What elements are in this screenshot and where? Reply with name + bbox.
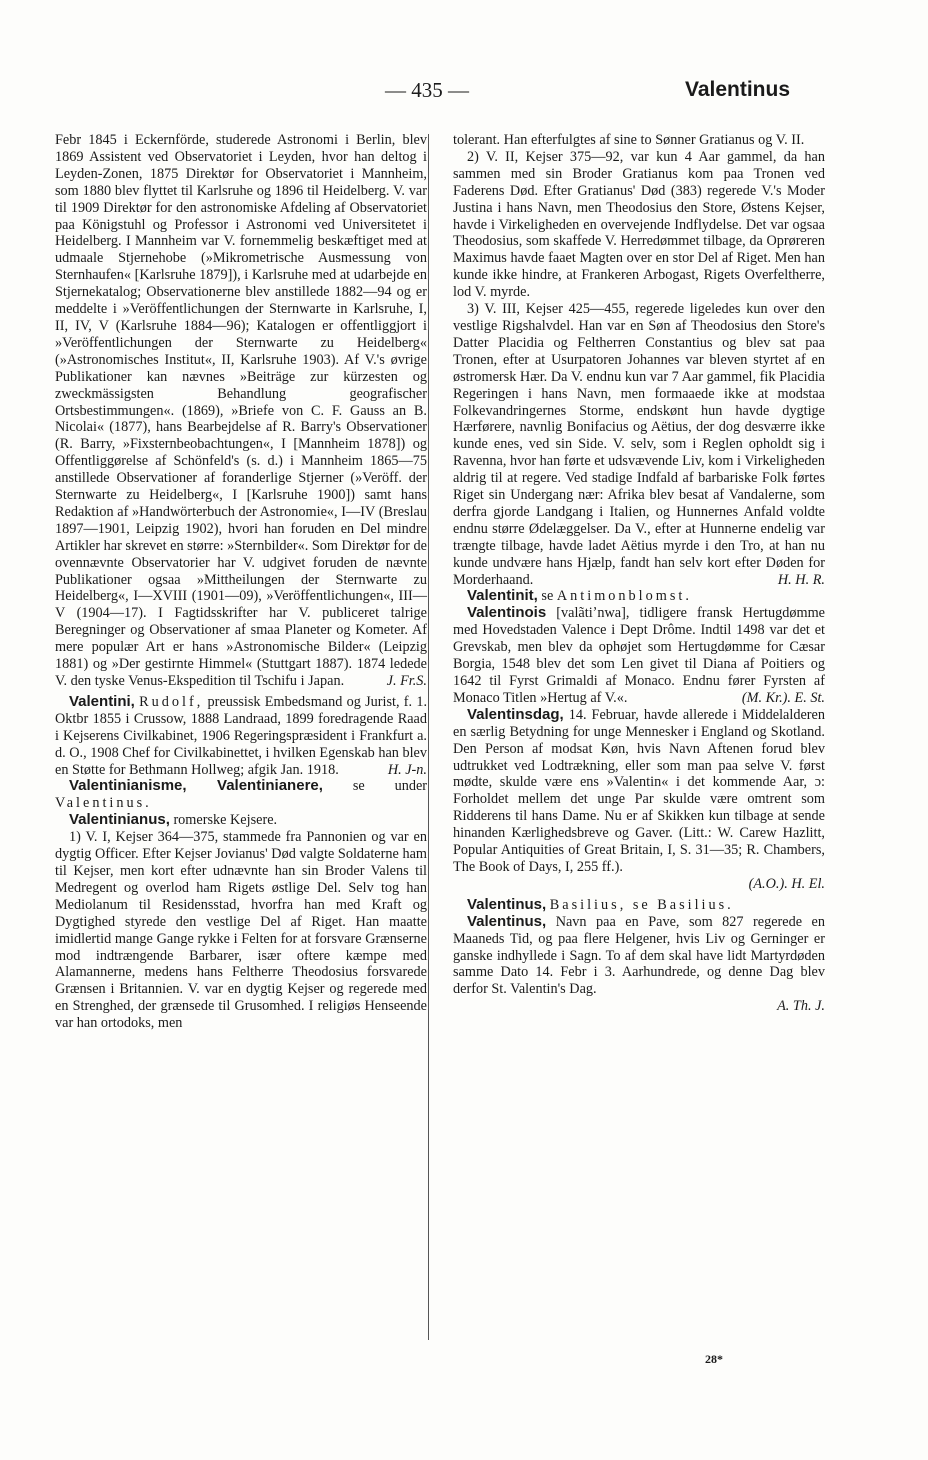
valentinianus-text: romerske Kejsere. [173,812,278,829]
valentinianus-1: 1) V. I, Kejser 364—375, stammede fra Pannonien og var en dygtig Officer. Efter Kejser Jovianus' Død valgte Soldaterne ham til Kejser, men kort efter udnævnte han sin Broder Valens til Medregent og overlod ham Rigets østlige Del. Selv tog han Mediolanum til Residensstad, hvorfra han med Kraft og Dygtighed styrede den vestlige Del af Riget. Han maatte imidlertid mange Gange rykke i Felten for at forsvare Grænserne mod indtrængende Barbarer, især oftere kæmpe med Alamannerne, medens hans Feltherre Theodosius forsvarede Grænsen i Britannien. V. var en dygtig Kejser og regerede med en Strenghed, der grænsede til Grusomhed. I religiøs Henseende var han ortodoks, men [55,829,427,1032]
headword-valentini: Valentini, [69,692,135,710]
entry-valentinsdag [453,707,825,893]
headword-valentinianus: Valentinianus, [69,811,170,829]
entry-valentini [55,694,427,779]
intro-signature: J. Fr.S. [386,673,427,689]
continuation-text: tolerant. Han efterfulgtes af sine to Sønner Gratianus og V. II. [453,132,805,148]
intro-entry [55,132,427,690]
valentinus-2-signature: A. Th. J. [777,998,825,1015]
valentinianus-2: 2) V. II, Kejser 375—92, var kun 4 Aar gammel, da han sammen med sin Broder Gratianus kom paa Tronen ved Faderens Død. Efter Gratianus' Død (383) regerede V.'s Moder Justina i hans Navn, men Theodosius den Store, Østens Kejser, havde i Virkeligheden en overvejende Indflydelse. Det var ogsaa Theodosius, som skaffede V. Herredømmet tilbage, da Oprøreren Maximus havde faaet Magten over en stor Del af Riget. Men han kunde ikke hindre, at Frankeren Arbogast, Rigets Overfeltherre, lod V. myrde. [453,148,825,301]
page-header [55,78,790,110]
headword-valentinois: Valentinois [467,604,547,622]
entry-valentinois [453,605,825,706]
headword-valentinianisme: Valentinianisme, Valentinianere, [69,777,323,795]
valentini-text: preussisk Embedsmand og Jurist, f. 1. Oktbr 1855 i Crussow, 1888 Landraad, 1899 foredragende Raad i Kejserens Civilkabinet, 1906 Regeringspræsident i Frankfurt a. d. O., 1908 Chef for Civilkabinettet, i hvilken Egenskab han blev en Støtte for Bethmann Hollweg; afgik Jan. 1918. [55,693,428,778]
valentinianus-signature: H. H. R. [777,571,825,588]
right-column [453,132,825,1015]
entry-valentinus-2 [453,914,825,1015]
valentinit-text: se [541,588,554,605]
valentinus-1-text: Basilius, se Basilius. [549,896,734,913]
valentinsdag-text: 14. Februar, havde allerede i Middelalderen en særlig Betydning for unge Mennesker i England og Skotland. Den Person af modsat Køn, hvis Navn Aftenen forud blev udtrukket ved Lodtrækning, eller som man paa selve V. først mødte, skulde være ens »Valentin« i det kommende Aar, ɔ: Forholdet mellem det unge Par skulde være omtrent som Ridderens til hans Dame. Nu er af Skikken kun tilbage at sende hinanden Kærlighedsbreve og Gaver. (Litt.: W. Carew Hazlitt, Popular Antiquities of Great Britain, I, S. 31—35; R. Chambers, The Book of Days, I, 255 ff.). [453,706,825,875]
valentinit-ref: Antimonblomst. [556,588,692,605]
column-divider [428,134,429,1340]
left-column [55,132,427,1032]
valentini-signature: H. J-n. [387,761,427,778]
entry-valentinianus [55,812,427,829]
valentini-name: Rudolf, [139,693,204,710]
entry-valentinianisme [55,778,427,812]
valentinois-text: [valãtiʼnwa], tidligere fransk Hertugdømme med Hovedstaden Valence i Dept Drôme. Indtil 1498 var det et Grevskab, men blev da ophøjet som Hertugdømme for Cæsar Borgia, 1548 blev det som Len givet til Diana af Poitiers og 1642 til Fyrst Grimaldi af Monaco. Endnu fører Fyrsten af Monaco Titlen »Hertug af V.«. [453,605,825,706]
entry-valentinit [453,588,825,605]
headword-valentinit: Valentinit, [467,587,538,605]
entry-valentinus-1 [453,897,825,914]
valentinianus-3-text: 3) V. III, Kejser 425—455, regerede ligeledes kun over den vestlige Rigshalvdel. Han var en Søn af Theodosius den Store's Datter Placidia og Feltherren Constantius og blev sat paa Tronen, efter at Usurpatoren Johannes var bleven styrtet af en østromersk Hær. Da V. endnu kun var 7 Aar gammel, fik Placidia Regeringen i hans Navn, men formaaede ikke at modstaa Folkevandringernes Storme, endskønt hun havde dygtige Hærførere, navnlig Bonifacius og Aëtius, der dog desværre ikke kunde enes, ved sin Side. V. selv, som i Reglen opholdt sig i Ravenna, hvor han førte et udsvævende Liv, kom i Virkeligheden aldrig til at regere. Ved stadige Indfald af barbariske Folk førtes Riget sin Undergang nær: Afrika blev besat af Vandalerne, som derfra gjorde Landgang i Italien, og Hunnernes Anfald voldte endnu større Ødelæggelser. Da V., efter at Hunnerne endelig var trængte tilbage, havde ladet Aëtius myrde i den Tro, at han nu kunde undvære hans Hjælp, fandt han selv kort efter Døden for Morderhaand. [453,301,825,588]
valentinianisme-text: se under [352,778,428,795]
valentinianisme-ref: Valentinus. [55,795,152,812]
running-head: Valentinus [684,78,790,101]
page-number: — 435 — [385,78,469,102]
intro-text: Febr 1845 i Eckernförde, studerede Astronomi i Berlin, blev 1869 Assistent ved Observatoriet i Leyden, hvor han deltog i Leyden-Zonen, 1875 Direktør for Observatoriet i Mannheim, som 1880 blev flyttet til Karlsruhe og 1896 til Heidelberg. V. var til 1909 Direktør for den astronomiske Afdeling af Observatoriet paa Königstuhl og Professor i Astronomi ved Universitetet i Heidelberg. I Mannheim var V. fornemmelig beskæftiget med at udmaale Stjernehobe (»Mikrometrische Ausmessung von Sternhaufen« [Karlsruhe 1879]), i Karlsruhe med at udarbejde en Stjernekatalog; Observationerne blev anstillede 1882—94 og er meddelte i »Veröffentlichungen der Sternwarte in Karlsruhe, I, II, IV, V (Karlsruhe 1884—96); Katalogen er offentliggjort i »Veröffentlichungen der Sternwarte zu Heidelberg« (»Astronomisches Institut«, II, Karlsruhe 1903). Af V.'s øvrige Publikationer kan nævnes »Beiträge zur kürzesten og zweckmässigsten Behandlung geografischer Ortsbestimmungen«. (1869), »Briefe von C. F. Gauss an B. Nicolai« (1877), hans Bearbejdelse af R. Barry's Observationer (R. Barry, »Fixsternbeobachtungen«, I [Mannheim 1878]) og Offentliggørelse af Schönfeld's (s. d.) i Mannheim 1865—75 anstillede Observationer af foranderlige Stjerner (»Veröff. der Sternwarte zu Heidelberg«, I [Karlsruhe 1900]) samt hans Redaktion af »Handwörterbuch der Astronomie«, I—IV (Breslau 1897—1901, Leipzig 1902), hvori han foruden en Del mindre Artikler har skrevet en større: »Sternbilder«. Som Direktør for de ovennævnte Observatorier har V. udgivet foruden de nævnte Publikationer ogsaa »Mittheilungen der Sternwarte zu Heidelberg«, I—XVIII (1901—09), »Veröffentlichungen«, III—V (1904—17). I Fagtidsskrifter har V. publiceret talrige Beregninger og Observationer af smaa Planeter og Kometer. Af mere populær Art er hans »Astronomische Bilder« (Leipzig 1881) og »Der gestirnte Himmel« (Stuttgart 1887). 1874 ledede V. den tyske Venus-Ekspedition til Tschifu i Japan. [55,132,427,689]
headword-valentinus-1: Valentinus, [467,895,547,913]
valentinsdag-signature: (A.O.). H. El. [748,875,825,892]
valentinois-signature: (M. Kr.). E. St. [741,689,825,706]
valentinus-2-text: Navn paa en Pave, som 827 regerede en Maaneds Tid, og paa flere Helgener, hvis Liv og Gerninger er ganske indhyllede i Sagn. To af dem skal have lidt Martyrdøden samme Dato 14. Febr i 3. Aarhundrede, og denne Dag blev derfor St. Valentin's Dag. [453,913,825,998]
headword-valentinsdag: Valentinsdag, [467,705,564,723]
valentinianus-3 [453,301,825,588]
sheet-mark: 28* [705,1352,723,1366]
headword-valentinus-2: Valentinus, [467,912,547,930]
